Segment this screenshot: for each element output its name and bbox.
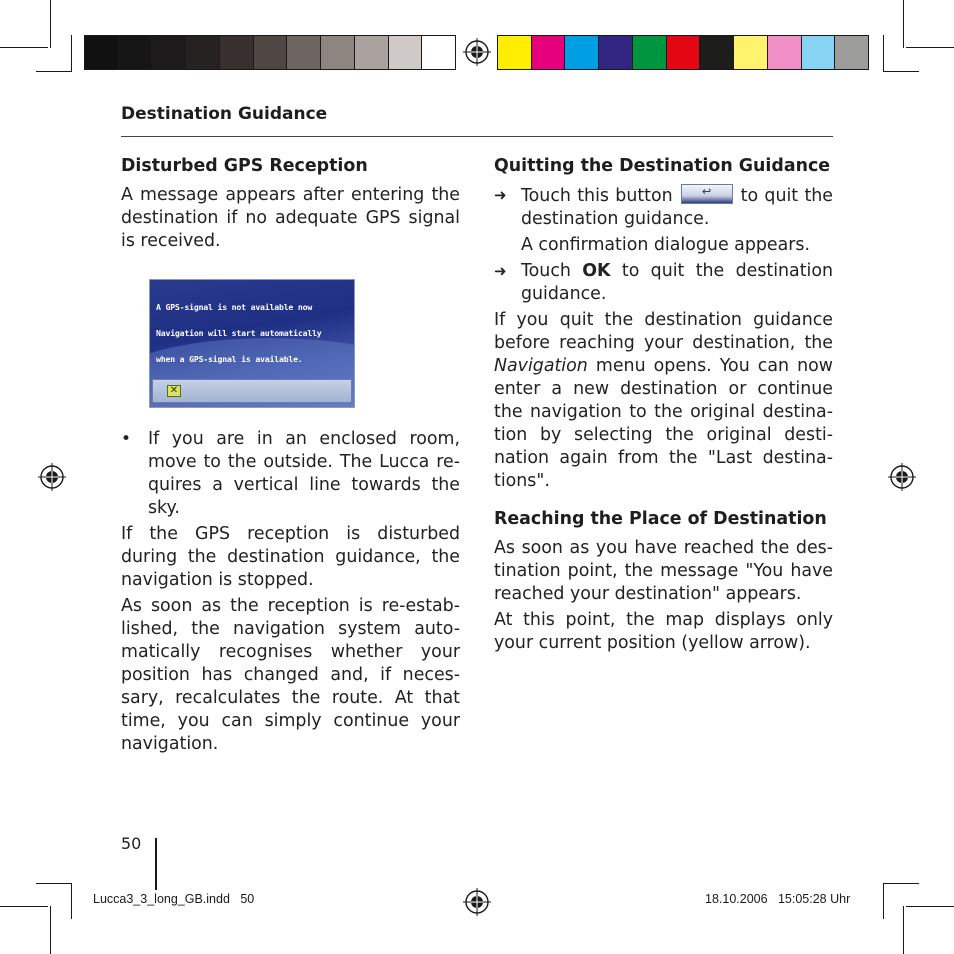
paragraph: At this point, the map displays only your current position (yellow arrow). [494, 610, 833, 653]
paragraph: As soon as you have reached the des-tination point, the message "You have reached your destination" appears. [494, 538, 833, 604]
step-text [521, 260, 833, 306]
color-swatch [532, 36, 566, 69]
step-item [494, 184, 833, 231]
crop-mark [0, 47, 48, 48]
color-swatch [186, 36, 220, 69]
crop-mark [883, 883, 884, 919]
paragraph-part: If you quit the destination guidance before reaching your destination, the [494, 310, 833, 353]
back-button-icon [681, 184, 733, 204]
color-swatch [85, 36, 119, 69]
registration-mark-icon [888, 463, 916, 491]
crop-mark [883, 71, 919, 72]
back-arrow-icon: ↩ [702, 185, 712, 198]
step-note: A confirmation dialogue appears. [521, 235, 811, 255]
registration-mark-icon [38, 463, 66, 491]
section-heading-disturbed-gps: Disturbed GPS Reception [121, 156, 368, 176]
crop-mark [71, 883, 72, 919]
color-swatch [220, 36, 254, 69]
section-heading-quitting: Quitting the Destination Guidance [494, 156, 831, 176]
gps-message-line: Navigation will start automatically [156, 328, 322, 338]
crop-mark [50, 0, 51, 48]
color-swatch [633, 36, 667, 69]
page-header: Destination Guidance [121, 104, 328, 124]
bullet-icon: • [121, 429, 132, 449]
color-swatch [321, 36, 355, 69]
arrow-right-icon: ➜ [494, 186, 507, 204]
bullet-text: If you are in an enclosed room, move to the outside. The Lucca re-quires a vertical line towards the sky. [148, 429, 460, 518]
paragraph-part: menu opens. You can now enter a new destination or continue the navigation to the original destina-tion by selecting the original desti-nation again from the "Last destina-tions". [494, 356, 834, 491]
bullet-item [121, 428, 460, 520]
paragraph: If the GPS reception is disturbed during the destination guidance, the navigation is stopped. [121, 524, 460, 590]
step-text-part: Touch [521, 261, 571, 281]
close-icon: ✕ [167, 385, 181, 397]
crop-mark [883, 35, 884, 71]
header-divider [121, 136, 833, 137]
crop-mark [883, 883, 919, 884]
color-swatch [700, 36, 734, 69]
crop-mark [71, 35, 72, 71]
color-bar-process [497, 35, 869, 70]
print-slug-timestamp: 18.10.2006 15:05:28 Uhr [705, 892, 851, 906]
step-text-part: to quit the destination guidance. [521, 261, 834, 304]
crop-mark [0, 906, 48, 907]
crop-mark [36, 883, 72, 884]
page-number: 50 [121, 834, 142, 853]
left-column [121, 154, 460, 759]
color-swatch [389, 36, 423, 69]
keyword-ok: OK [582, 261, 611, 281]
arrow-right-icon: ➜ [494, 262, 507, 280]
step-text [521, 184, 833, 231]
navigation-term: Navigation [494, 356, 588, 376]
crop-mark [50, 906, 51, 954]
step-text-part: Touch this button [521, 186, 673, 206]
gps-message-line: when a GPS-signal is available. [156, 354, 303, 364]
color-swatch [734, 36, 768, 69]
gps-message-line: A GPS-signal is not available now [156, 302, 313, 312]
color-swatch [768, 36, 802, 69]
section-spacer [494, 496, 833, 507]
color-swatch [667, 36, 701, 69]
registration-mark-icon [463, 38, 491, 66]
color-swatch [355, 36, 389, 69]
crop-mark [36, 71, 72, 72]
crop-mark [906, 47, 954, 48]
crop-mark [906, 906, 954, 907]
color-bar-grayscale [84, 35, 456, 70]
print-slug-file: Lucca3_3_long_GB.indd 50 [93, 892, 255, 906]
color-swatch [152, 36, 186, 69]
gps-message-text [156, 288, 350, 379]
color-swatch [287, 36, 321, 69]
crop-mark [903, 906, 904, 954]
registration-mark-icon [463, 888, 491, 916]
paragraph [494, 309, 833, 493]
intro-paragraph: A message appears after entering the destination if no adequate GPS signal is received. [121, 185, 460, 251]
gps-message-screenshot [149, 279, 355, 408]
step-item [494, 260, 833, 306]
paragraph: As soon as the reception is re-estab-lished, the navigation system auto-matically recognises whether your position has changed and, if neces-sary, recalculates the route. At that time, you can simply continue your navigation. [121, 596, 460, 754]
color-swatch [599, 36, 633, 69]
right-column [494, 154, 833, 658]
color-swatch [835, 36, 868, 69]
screenshot-button-bar [152, 379, 352, 403]
section-heading-reaching: Reaching the Place of Destination [494, 509, 827, 529]
color-swatch [565, 36, 599, 69]
step-text-part: to quit the destination guidance. [521, 186, 833, 229]
page-number-rule [155, 838, 157, 890]
color-swatch [119, 36, 153, 69]
crop-mark [903, 0, 904, 48]
color-swatch [498, 36, 532, 69]
color-swatch [254, 36, 288, 69]
color-swatch [802, 36, 836, 69]
color-swatch [422, 36, 455, 69]
